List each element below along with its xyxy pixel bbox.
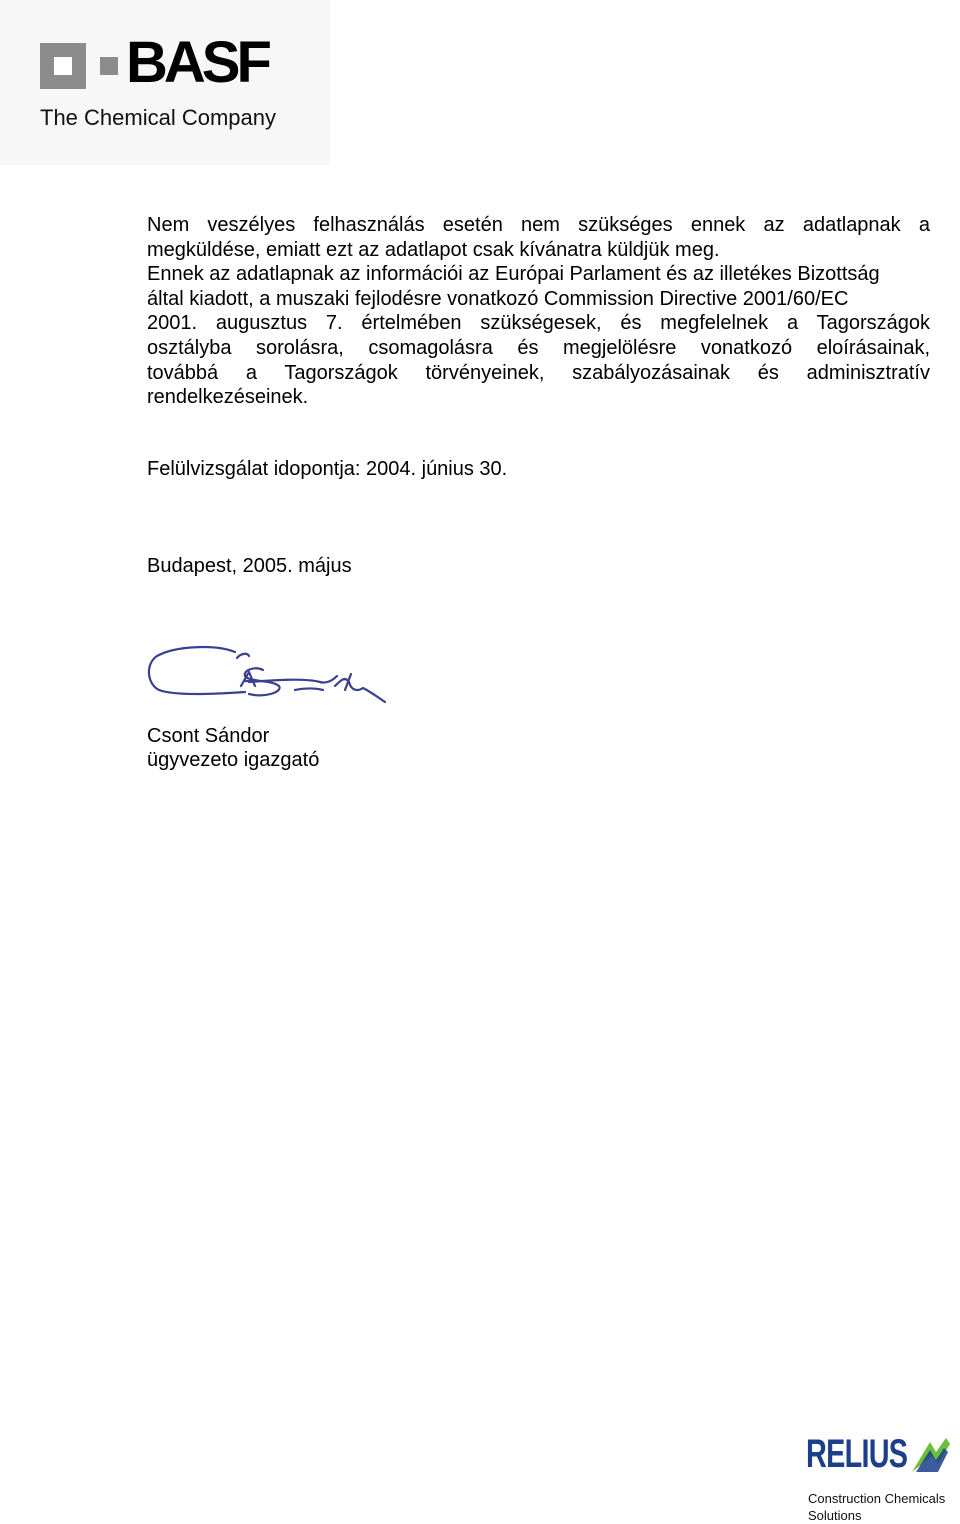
- main-paragraph: [147, 213, 930, 410]
- relius-swoosh-icon: [910, 1434, 952, 1476]
- place-date: Budapest, 2005. május: [147, 555, 352, 577]
- relius-wordmark: RELIUS: [806, 1432, 908, 1476]
- basf-squares-icon: [40, 43, 120, 89]
- relius-subtitle: [808, 1490, 945, 1524]
- basf-wordmark: BASF: [126, 30, 268, 95]
- relius-subtitle-line1: Construction Chemicals: [808, 1491, 946, 1506]
- basf-logo: [0, 0, 330, 165]
- basf-tagline: The Chemical Company: [40, 105, 276, 130]
- paragraph-line: Ennek az adatlapnak az információi az Európai Parlament és az illetékes Bizottság: [147, 263, 880, 286]
- paragraph-line: rendelkezéseinek.: [147, 386, 309, 409]
- paragraph-line: osztályba sorolásra, csomagolásra és megjelölésre vonatkozó eloírásainak,: [147, 336, 930, 359]
- review-date: Felülvizsgálat idopontja: 2004. június 30.: [147, 458, 508, 480]
- handwritten-signature: [145, 640, 395, 710]
- signatory-name: Csont Sándor: [147, 725, 270, 747]
- relius-subtitle-line2: Solutions: [808, 1508, 862, 1523]
- paragraph-line: 2001. augusztus 7. értelmében szükségesek, és megfelelnek a Tagországok: [147, 312, 930, 335]
- paragraph-line: Nem veszélyes felhasználás esetén nem szükséges ennek az adatlapnak a: [147, 214, 930, 236]
- paragraph-line: által kiadott, a muszaki fejlodésre vonatkozó Commission Directive 2001/60/EC: [147, 287, 849, 310]
- paragraph-line: továbbá a Tagországok törvényeinek, szabályozásainak és adminisztratív: [147, 361, 930, 384]
- paragraph-line: megküldése, emiatt ezt az adatlapot csak kívánatra küldjük meg.: [147, 238, 720, 261]
- signatory-title: ügyvezeto igazgató: [147, 749, 320, 771]
